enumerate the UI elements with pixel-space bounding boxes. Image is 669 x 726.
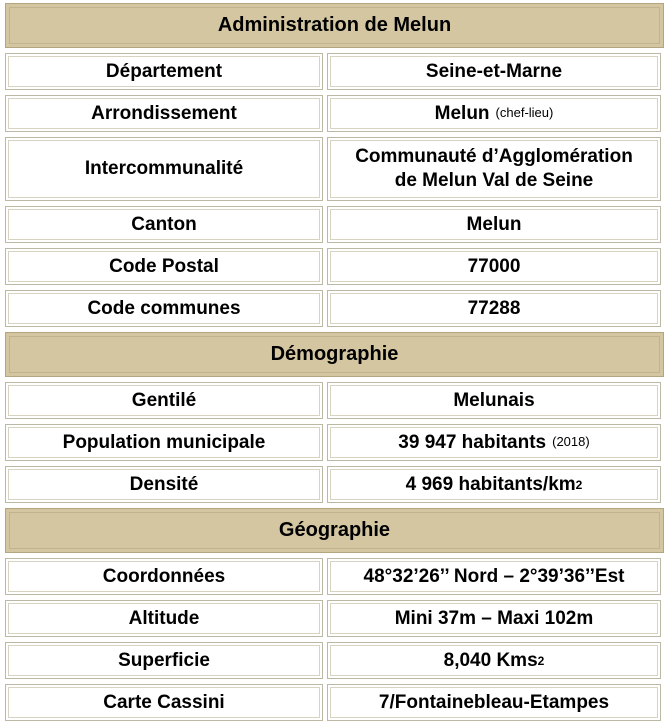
row-value: Melunais: [327, 382, 661, 419]
row-value: [327, 424, 661, 461]
row-value: [327, 137, 661, 201]
row-label: Superficie: [5, 642, 323, 679]
row-label: Arrondissement: [5, 95, 323, 132]
value-note: (2018): [552, 434, 590, 450]
row-value: 7/Fontainebleau-Etampes: [327, 684, 661, 721]
row-value: 8,040 Kms 2: [327, 642, 661, 679]
table-row: [5, 558, 664, 595]
row-value: 77000: [327, 248, 661, 285]
table-row: [5, 424, 664, 461]
value-note: (chef-lieu): [495, 105, 554, 121]
row-value: [327, 95, 661, 132]
row-label: Code Postal: [5, 248, 323, 285]
table-row: [5, 684, 664, 721]
row-value: Mini 37m – Maxi 102m: [327, 600, 661, 637]
row-value: 77288: [327, 290, 661, 327]
section-header-demographie: Démographie: [5, 332, 664, 377]
row-value: 48°32’26’’ Nord – 2°39’36’’Est: [327, 558, 661, 595]
row-label: Altitude: [5, 600, 323, 637]
value-text: Melun: [434, 102, 490, 124]
table-row: [5, 137, 664, 201]
row-value: Seine-et-Marne: [327, 53, 661, 90]
value-line-1: Communauté d’Agglomération: [355, 146, 633, 168]
table-row: [5, 206, 664, 243]
value-text: 39 947 habitants: [398, 431, 547, 453]
row-label: Carte Cassini: [5, 684, 323, 721]
row-label: Canton: [5, 206, 323, 243]
row-label: Code communes: [5, 290, 323, 327]
row-label: Intercommunalité: [5, 137, 323, 201]
table-row: [5, 248, 664, 285]
row-label: Coordonnées: [5, 558, 323, 595]
row-value: 4 969 habitants/km 2: [327, 466, 661, 503]
row-label: Gentilé: [5, 382, 323, 419]
row-value: Melun: [327, 206, 661, 243]
row-label: Population municipale: [5, 424, 323, 461]
section-header-geographie: Géographie: [5, 508, 664, 553]
table-row: [5, 600, 664, 637]
table-row: [5, 290, 664, 327]
section-header-administration: Administration de Melun: [5, 3, 664, 48]
value-text: 4 969 habitants/km: [405, 473, 576, 495]
table-row: [5, 53, 664, 90]
table-row: [5, 95, 664, 132]
value-line-2: de Melun Val de Seine: [394, 170, 594, 191]
table-row: [5, 466, 664, 503]
table-row: [5, 382, 664, 419]
row-label: Densité: [5, 466, 323, 503]
row-label: Département: [5, 53, 323, 90]
value-text: 8,040 Kms: [443, 649, 538, 671]
table-row: [5, 642, 664, 679]
